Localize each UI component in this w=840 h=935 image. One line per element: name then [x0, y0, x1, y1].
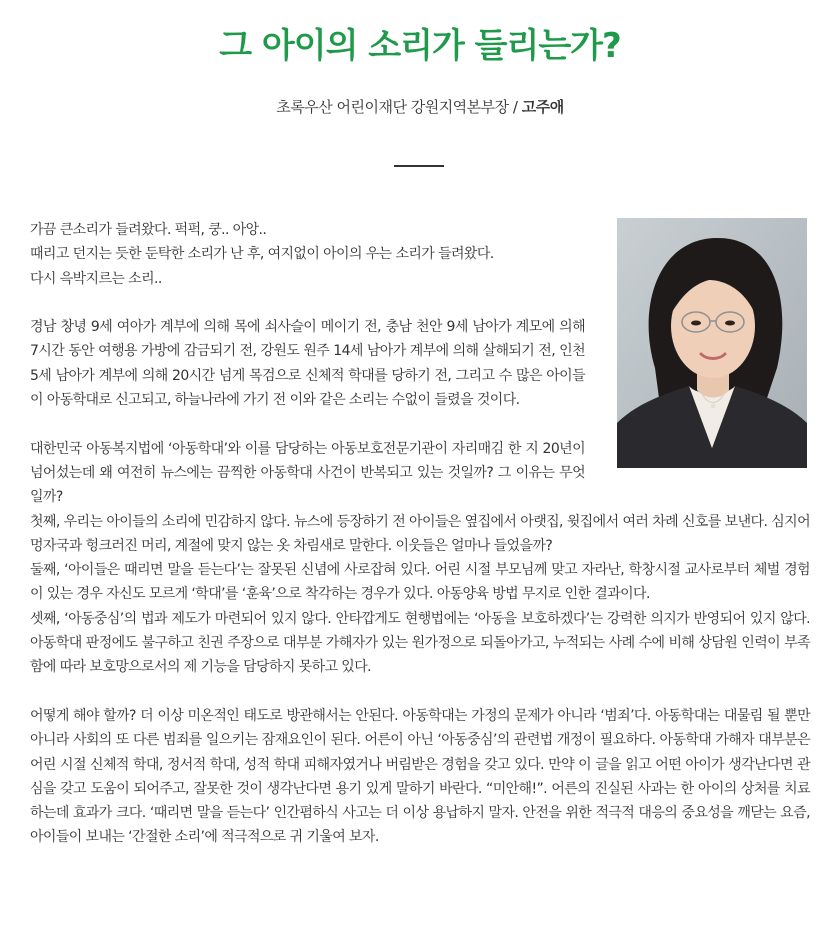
byline	[0, 96, 840, 117]
paragraph-first: 첫째, 우리는 아이들의 소리에 민감하지 않다. 뉴스에 등장하기 전 아이들은 옆집에서 아랫집, 윗집에서 여러 차례 신호를 보낸다. 심지어 멍자국과 헝크러진 머리, 계절에 맞지 않는 옷 차림새로 말한다. 이웃들은 얼마나 들었을까?	[30, 513, 810, 554]
byline-author: 고주애	[521, 98, 564, 116]
intro-line: 때리고 던지는 듯한 둔탁한 소리가 난 후, 여지없이 아이의 우는 소리가 들려왔다.	[30, 246, 494, 263]
title-divider	[394, 165, 444, 167]
paragraph-law: 대한민국 아동복지법에 ‘아동학대’와 이를 담당하는 아동보호전문기관이 자리매김 한 지 20년이 넘어섰는데 왜 여전히 뉴스에는 끔찍한 아동학대 사건이 반복되고 있는 것일까? 그 이유는 무엇일까?	[30, 440, 585, 506]
paragraph-second: 둘째, ‘아이들은 때리면 말을 듣는다’는 잘못된 신념에 사로잡혀 있다. 어린 시절 부모님께 맞고 자라난, 학창시절 교사로부터 체벌 경험이 있는 경우 자신도 모르게 ‘학대’를 ‘훈육’으로 착각하는 경우가 있다. 아동양육 방법 무지로 인한 결과이다.	[30, 562, 810, 603]
paragraph-conclusion: 어떻게 해야 할까? 더 이상 미온적인 태도로 방관해서는 안된다. 아동학대는 가정의 문제가 아니라 ‘범죄’다. 아동학대는 대물림 될 뿐만 아니라 사회의 또 다른 범죄를 일으키는 잠재요인이 된다. 어른이 아닌 ‘아동중심’의 관련법 개정이 필요하다. 아동학대 가해자 대부분은 어린 시절 신체적 학대, 정서적 학대, 성적 학대 피해자였거나 버림받은 경험을 갖고 있다. 만약 이 글을 읽고 어떤 아이가 생각난다면 관심을 갖고 도움이 되어주고, 잘못한 것이 생각난다면 용기 있게 말하기 바란다. “미안해!”. 어른의 진실된 사과는 한 아이의 상처를 치료하는데 효과가 크다. ‘때리면 말을 듣는다’ 인간폄하식 사고는 더 이상 용납하지 말자. 안전을 위한 적극적 대응의 중요성을 깨닫는 요즘, 아이들이 보내는 ‘간절한 소리’에 적극적으로 귀 기울여 보자.	[30, 707, 810, 846]
article-body	[30, 218, 810, 850]
paragraph-cases: 경남 창녕 9세 여아가 계부에 의해 목에 쇠사슬이 메이기 전, 충남 천안 9세 남아가 계모에 의해 7시간 동안 여행용 가방에 감금되기 전, 강원도 원주 14세 남아가 계부에 의해 살해되기 전, 인천 5세 남아가 계부에 의해 20시간 넘게 목검으로 신체적 학대를 당하기 전, 그리고 수 많은 아이들이 아동학대로 신고되고, 하늘나라에 가기 전 이와 같은 소리는 수없이 들렸을 것이다.	[30, 319, 585, 409]
article-title: 그 아이의 소리가 들리는가?	[219, 26, 621, 66]
intro-line: 가끔 큰소리가 들려왔다. 퍽퍽, 쿵.. 아앙..	[30, 222, 267, 238]
intro-block	[30, 218, 585, 291]
intro-line: 다시 윽박지르는 소리..	[30, 270, 162, 287]
paragraph-third: 셋째, ‘아동중심’의 법과 제도가 마련되어 있지 않다. 안타깝게도 현행법에는 ‘아동을 보호하겠다’는 강력한 의지가 반영되어 있지 않다. 아동학대 판정에도 불구하고 친권 주장으로 대부분 가해자가 있는 원가정으로 되돌아가고, 누적되는 사례 수에 비해 상담원 인력이 부족함에 따라 보호망으로서의 제 기능을 담당하지 못하고 있다.	[30, 610, 810, 676]
byline-org: 초록우산 어린이재단 강원지역본부장 /	[276, 98, 522, 116]
